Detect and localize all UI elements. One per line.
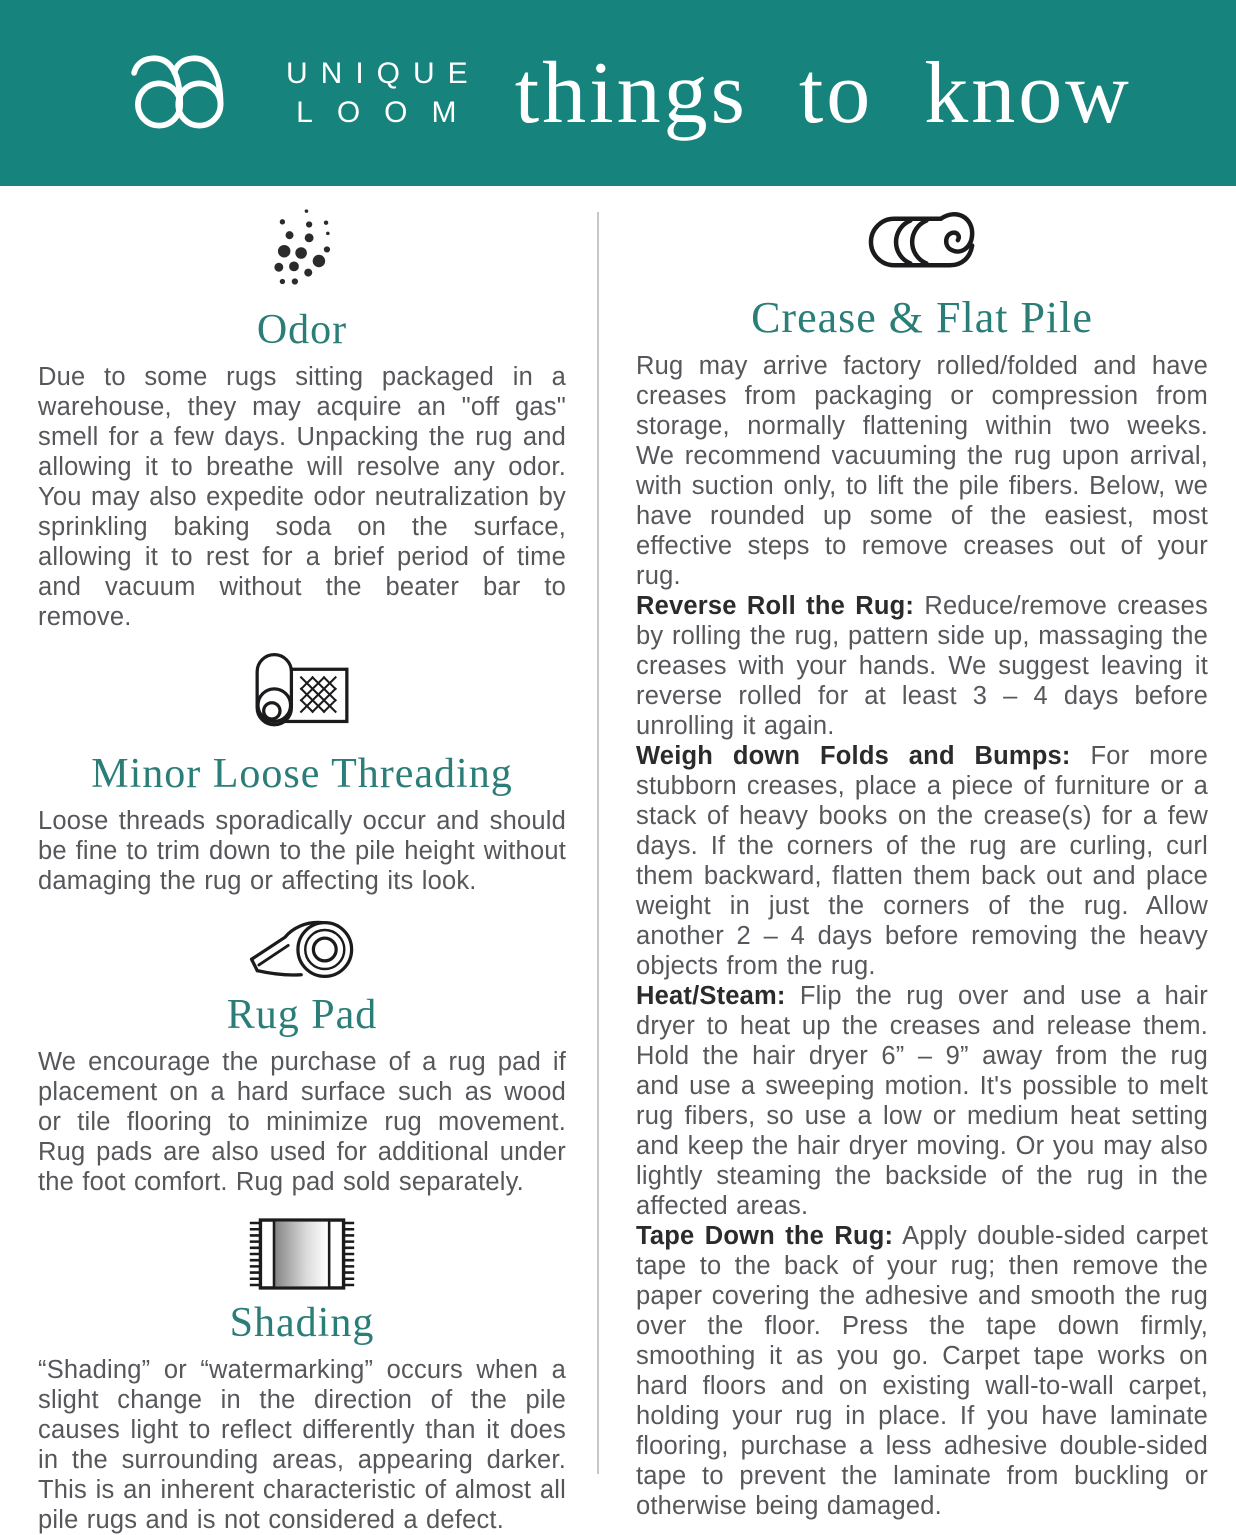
brand-name — [286, 56, 481, 129]
section-heading-crease-flat-pile: Crease & Flat Pile — [751, 293, 1093, 342]
page-title: things to know — [514, 44, 1132, 142]
rug-pad-roll-icon — [241, 912, 363, 987]
tip-label-heat-steam: Heat/Steam: — [636, 982, 786, 1010]
section-heading-minor-loose-threading: Minor Loose Threading — [91, 751, 513, 797]
tip-heat-steam — [636, 981, 1208, 1221]
rolled-rug-side-icon — [862, 206, 982, 278]
odor-dots-icon — [260, 204, 344, 302]
shaded-rug-icon — [246, 1213, 358, 1295]
brand-line-loom: LOOM — [296, 95, 481, 129]
tip-text-reverse-roll: Reduce/remove creases by rolling the rug, pattern side up, massaging the creases with your hands. We suggest leaving it reverse rolled for at least 3 – 4 days before unrolling it again. — [636, 592, 1208, 740]
brand-lockup — [110, 45, 481, 141]
section-heading-rug-pad: Rug Pad — [226, 992, 378, 1038]
header-banner — [0, 0, 1236, 186]
section-crease-flat-pile — [636, 206, 1208, 1521]
right-column — [636, 186, 1208, 1535]
section-minor-loose-threading — [38, 648, 566, 896]
tip-reverse-roll — [636, 591, 1208, 741]
section-rug-pad — [38, 912, 566, 1197]
tip-label-weigh-down: Weigh down Folds and Bumps: — [636, 742, 1071, 770]
tip-label-tape-down: Tape Down the Rug: — [636, 1222, 894, 1250]
tip-text-heat-steam: Flip the rug over and use a hair dryer to heat up the creases and release them. Hold the hair dryer 6” – 9” away from the rug and use a sweeping motion. It's possible to melt rug fibers, so use a low or medium heat setting and keep the hair dryer moving. Or you may also lightly steaming the backside of the rug in the affected areas. — [636, 982, 1208, 1220]
brand-line-unique: UNIQUE — [286, 56, 481, 90]
tip-text-weigh-down: For more stubborn creases, place a piece of furniture or a stack of heavy books on the crease(s) for a few days. If the corners of the rug are curling, curl them backward, flatten them back out and place weight in just the corners of the rug. Allow another 2 – 4 days before removing the heavy objects from the rug. — [636, 742, 1208, 980]
tip-weigh-down — [636, 741, 1208, 981]
left-column — [38, 186, 566, 1535]
section-body-shading: “Shading” or “watermarking” occurs when a slight change in the direction of the pile causes light to reflect differently than it does in the surrounding areas, appearing darker. This is an inherent characteristic of almost all pile rugs and is not considered a defect. — [38, 1356, 566, 1534]
section-heading-shading: Shading — [229, 1300, 375, 1346]
section-body-rug-pad: We encourage the purchase of a rug pad if placement on a hard surface such as wood or tile flooring to minimize rug movement. Rug pads are also used for additional under the foot comfort. Rug pad sold separately. — [38, 1048, 566, 1196]
section-intro-crease-flat-pile: Rug may arrive factory rolled/folded and have creases from packaging or compression from storage, normally flattening within two weeks. We recommend vacuuming the rug upon arrival, with suction only, to lift the pile fibers. Below, we have rounded up some of the easiest, most effective steps to remove creases out of your rug. — [636, 352, 1208, 590]
column-divider — [597, 212, 599, 1474]
tip-label-reverse-roll: Reverse Roll the Rug: — [636, 592, 915, 620]
content-area — [0, 186, 1236, 1535]
tip-text-tape-down: Apply double-sided carpet tape to the back of your rug; then remove the paper covering the adhesive and smooth the rug over the floor. Press the tape down firmly, smoothing it as you go. Carpet tape works on hard floors and on existing wall-to-wall carpet, holding your rug in place. If you have laminate flooring, purchase a less adhesive double-sided tape to prevent the laminate from buckling or otherwise being damaged. — [636, 1222, 1208, 1520]
section-odor — [38, 204, 566, 632]
unique-loom-logo-icon — [110, 45, 260, 141]
rolled-rug-crosshatch-icon — [249, 648, 355, 746]
section-body-odor: Due to some rugs sitting packaged in a warehouse, they may acquire an "off gas" smell for a few days. Unpacking the rug and allowing it to breathe will resolve any odor. You may also expedite odor neutralization by sprinkling baking soda on the surface, allowing it to rest for a brief period of time and vacuum without the beater bar to remove. — [38, 363, 566, 631]
tip-tape-down — [636, 1221, 1208, 1521]
section-body-minor-loose-threading: Loose threads sporadically occur and should be fine to trim down to the pile height without damaging the rug or affecting its look. — [38, 807, 566, 895]
section-heading-odor: Odor — [256, 307, 348, 353]
section-shading — [38, 1213, 566, 1535]
